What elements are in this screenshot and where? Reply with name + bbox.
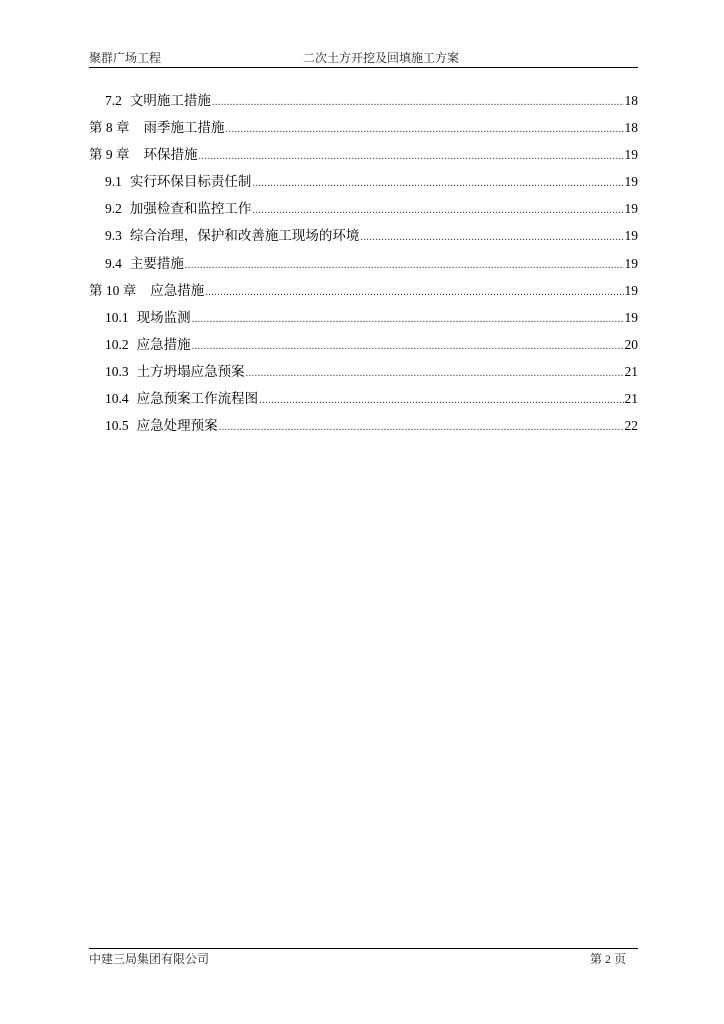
toc-entry-page: 19 [624,228,638,244]
toc-entry-page: 19 [624,255,638,271]
toc-entry[interactable] [89,390,638,417]
toc-entry[interactable] [89,173,638,200]
toc-entry[interactable] [89,336,638,363]
toc-leader-dots [252,175,623,193]
header-rule [89,67,638,68]
footer-company-name: 中建三局集团有限公司 [89,952,210,966]
toc-entry-page: 20 [624,336,638,352]
toc-leader-dots [185,257,624,275]
toc-leader-dots [192,311,624,329]
toc-entry-title: 综合治理，保护和改善施工现场的环境 [129,228,360,244]
header-document-title: 二次土方开挖及回填施工方案 [303,51,460,65]
toc-entry-title: 应急处理预案 [136,418,218,434]
toc-leader-dots [199,148,624,166]
toc-entry-number: 10.4 [105,391,129,407]
toc-entry-number: 9.2 [105,201,122,217]
toc-entry-title: 应急措施 [150,282,205,298]
toc-entry-title: 加强检查和监控工作 [129,201,252,217]
toc-leader-dots [246,365,624,383]
toc-leader-dots [192,338,624,356]
toc-entry-page: 19 [624,147,638,163]
toc-leader-dots [226,121,624,139]
toc-entry-title: 应急预案工作流程图 [136,391,259,407]
toc-entry-page: 19 [624,201,638,217]
toc-entry-title: 文明施工措施 [129,93,211,108]
page-footer [89,951,638,967]
toc-entry-number: 10.3 [105,363,129,379]
footer-rule [89,948,638,949]
toc-leader-dots [205,284,623,302]
toc-entry[interactable] [89,146,638,173]
toc-entry-page: 18 [624,120,638,136]
page-header [89,50,638,66]
toc-entry-number: 第 9 章 [89,147,130,163]
toc-entry[interactable] [89,309,638,336]
toc-leader-dots [252,202,623,220]
toc-entry[interactable] [89,227,638,254]
toc-entry-page: 22 [624,418,638,434]
toc-entry[interactable] [89,255,638,282]
toc-entry-number: 第 10 章 [89,282,137,298]
toc-entry-title: 主要措施 [129,255,184,271]
toc-entry-number: 10.1 [105,309,129,325]
toc-leader-dots [219,419,624,437]
toc-entry-page: 21 [624,363,638,379]
header-project-name: 聚群广场工程 [89,51,162,65]
toc-entry-number: 9.4 [105,255,122,271]
toc-entry-title: 现场监测 [136,309,191,325]
toc-entry-page: 19 [624,174,638,190]
toc-entry-number: 10.5 [105,418,129,434]
toc-leader-dots [259,392,623,410]
toc-leader-dots [212,94,624,112]
toc-entry-number: 9.3 [105,228,122,244]
toc-entry-page: 18 [624,93,638,108]
toc-entry-page: 19 [624,282,638,298]
toc-entry[interactable] [89,363,638,390]
toc-entry-number: 10.2 [105,336,129,352]
toc-entry[interactable] [89,92,638,119]
footer-page-number: 第 2 页 [589,952,626,966]
toc-entry-title: 土方坍塌应急预案 [136,363,245,379]
toc-entry-number: 第 8 章 [89,120,130,136]
toc-entry[interactable] [89,282,638,309]
toc-entry-title: 雨季施工措施 [143,120,225,136]
toc-entry-number: 7.2 [105,93,122,108]
toc-entry[interactable] [89,200,638,227]
toc-entry[interactable] [89,417,638,444]
toc-entry[interactable] [89,119,638,146]
toc-entry-page: 21 [624,391,638,407]
toc-entry-page: 19 [624,309,638,325]
toc-entry-title: 环保措施 [143,147,198,163]
toc-entry-number: 9.1 [105,174,122,190]
toc-entry-title: 实行环保目标责任制 [129,174,252,190]
toc-entry-title: 应急措施 [136,336,191,352]
table-of-contents [89,92,638,444]
toc-leader-dots [360,229,623,247]
